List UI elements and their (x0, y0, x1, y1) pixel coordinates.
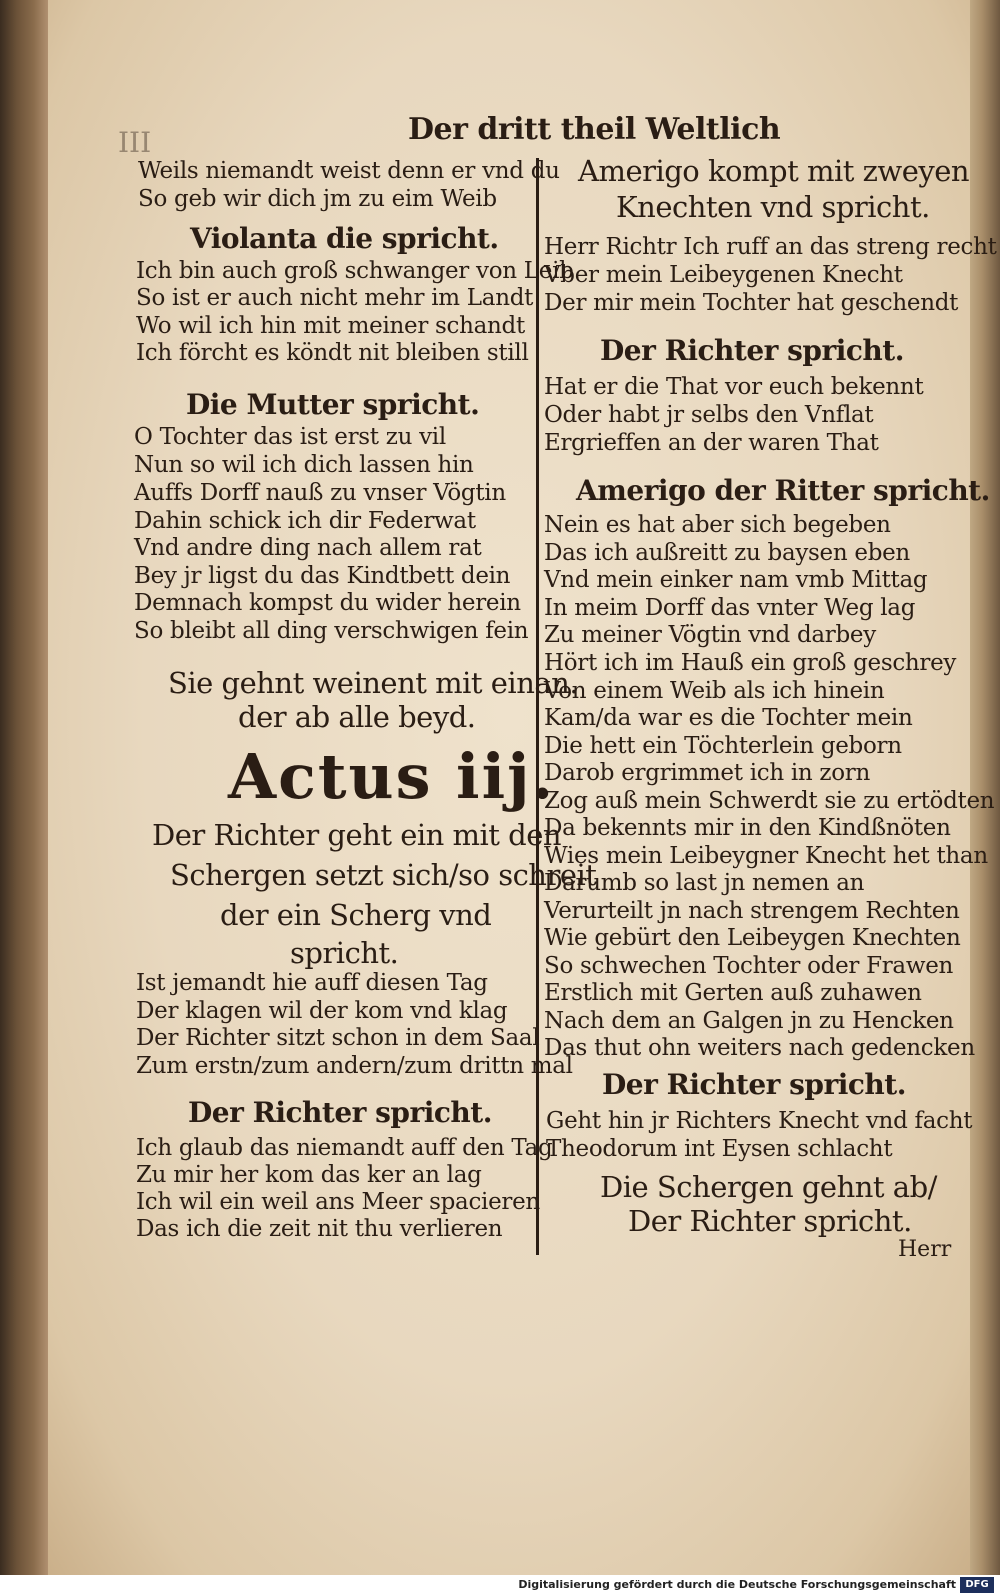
verse-line: Das ich die zeit nit thu verlieren (136, 1216, 503, 1242)
stage-direction: Knechten vnd spricht. (616, 190, 930, 224)
verse-line: Vnd mein einker nam vmb Mittag (544, 567, 928, 593)
stage-direction: Der Richter geht ein mit den (152, 818, 562, 852)
stage-direction: Schergen setzt sich/so schreit (170, 858, 597, 892)
running-head: Der dritt theil Weltlich (408, 112, 781, 147)
stage-direction: Amerigo kompt mit zweyen (578, 154, 970, 188)
speaker-heading: Amerigo der Ritter spricht. (576, 474, 990, 507)
speaker-heading: Violanta die spricht. (190, 222, 499, 255)
page-stack-left-edge (0, 0, 48, 1575)
verse-line: Das ich außreitt zu baysen eben (544, 540, 910, 566)
verse-line: Demnach kompst du wider herein (134, 590, 521, 616)
verse-line: Ich glaub das niemandt auff den Tag (136, 1135, 553, 1161)
verse-line: Der Richter sitzt schon in dem Saal (136, 1025, 540, 1051)
verse-line: Wie gebürt den Leibeygen Knechten (544, 925, 961, 951)
verse-line: Hat er die That vor euch bekennt (544, 374, 924, 400)
digitization-footer (0, 1575, 1000, 1596)
verse-line: Dahin schick ich dir Federwat (134, 508, 476, 534)
verse-line: Der klagen wil der kom vnd klag (136, 998, 508, 1024)
verse-line: Der mir mein Tochter hat geschendt (544, 290, 959, 316)
verse-line: Nun so wil ich dich lassen hin (134, 452, 474, 478)
verse-line: Zog auß mein Schwerdt sie zu ertödten (544, 788, 995, 814)
stage-direction: der ab alle beyd. (238, 700, 476, 734)
verse-line: Theodorum int Eysen schlacht (546, 1136, 893, 1162)
verse-line: Von einem Weib als ich hinein (544, 678, 885, 704)
stage-direction: Die Schergen gehnt ab/ (600, 1170, 937, 1204)
funding-credit: Digitalisierung gefördert durch die Deutsche Forschungsgemeinschaft (518, 1578, 956, 1591)
verse-line: So ist er auch nicht mehr im Landt (136, 285, 534, 311)
verse-line: In meim Dorff das vnter Weg lag (544, 595, 916, 621)
stage-direction: spricht. (290, 936, 399, 970)
dfg-logo: DFG (960, 1577, 994, 1593)
verse-line: Weils niemandt weist denn er vnd du (138, 158, 560, 184)
verse-line: So schwechen Tochter oder Frawen (544, 953, 954, 979)
speaker-heading: Die Mutter spricht. (186, 388, 480, 421)
speaker-heading: Der Richter spricht. (188, 1096, 492, 1129)
verse-line: Vnd andre ding nach allem rat (134, 535, 482, 561)
verse-line: Geht hin jr Richters Knecht vnd facht (546, 1108, 973, 1134)
act-title: Actus iij. (228, 740, 556, 813)
stage-direction: der ein Scherg vnd (220, 898, 492, 932)
verse-line: Da bekennts mir in den Kindßnöten (544, 815, 951, 841)
verse-line: Zu mir her kom das ker an lag (136, 1162, 482, 1188)
verse-line: O Tochter das ist erst zu vil (134, 424, 446, 450)
verse-line: Ich bin auch groß schwanger von Leib (136, 258, 574, 284)
catchword: Herr (898, 1237, 952, 1262)
speaker-heading: Der Richter spricht. (600, 334, 904, 367)
verse-line: Wo wil ich hin mit meiner schandt (136, 313, 525, 339)
speaker-heading: Der Richter spricht. (602, 1068, 906, 1101)
verse-line: Zu meiner Vögtin vnd darbey (544, 622, 876, 648)
verse-line: Erstlich mit Gerten auß zuhawen (544, 980, 922, 1006)
verse-line: Nein es hat aber sich begeben (544, 512, 891, 538)
verse-line: Die hett ein Töchterlein geborn (544, 733, 902, 759)
verse-line: Darob ergrimmet ich in zorn (544, 760, 871, 786)
stage-direction: Sie gehnt weinent mit einan. (168, 666, 579, 700)
folio-number: III (118, 126, 152, 159)
verse-line: Hört ich im Hauß ein groß geschrey (544, 650, 957, 676)
verse-line: Herr Richtr Ich ruff an das streng recht (544, 234, 997, 260)
verse-line: Nach dem an Galgen jn zu Hencken (544, 1008, 954, 1034)
verse-line: Ich förcht es köndt nit bleiben still (136, 340, 529, 366)
verse-line: Kam/da war es die Tochter mein (544, 705, 913, 731)
verse-line: Ist jemandt hie auff diesen Tag (136, 970, 488, 996)
verse-line: So geb wir dich jm zu eim Weib (138, 186, 497, 212)
verse-line: Oder habt jr selbs den Vnflat (544, 402, 874, 428)
verse-line: Wies mein Leibeygner Knecht het than (544, 843, 988, 869)
verse-line: Das thut ohn weiters nach gedencken (544, 1035, 975, 1061)
verse-line: Ich wil ein weil ans Meer spacieren (136, 1189, 540, 1215)
verse-line: Zum erstn/zum andern/zum drittn mal (136, 1053, 573, 1079)
verse-line: Darumb so last jn nemen an (544, 870, 865, 896)
stage-direction: Der Richter spricht. (628, 1204, 912, 1238)
verse-line: Ergrieffen an der waren That (544, 430, 879, 456)
verse-line: Verurteilt jn nach strengem Rechten (544, 898, 960, 924)
verse-line: Vber mein Leibeygenen Knecht (544, 262, 903, 288)
verse-line: Bey jr ligst du das Kindtbett dein (134, 563, 511, 589)
column-divider (536, 158, 539, 1255)
verse-line: So bleibt all ding verschwigen fein (134, 618, 529, 644)
verse-line: Auffs Dorff nauß zu vnser Vögtin (134, 480, 506, 506)
